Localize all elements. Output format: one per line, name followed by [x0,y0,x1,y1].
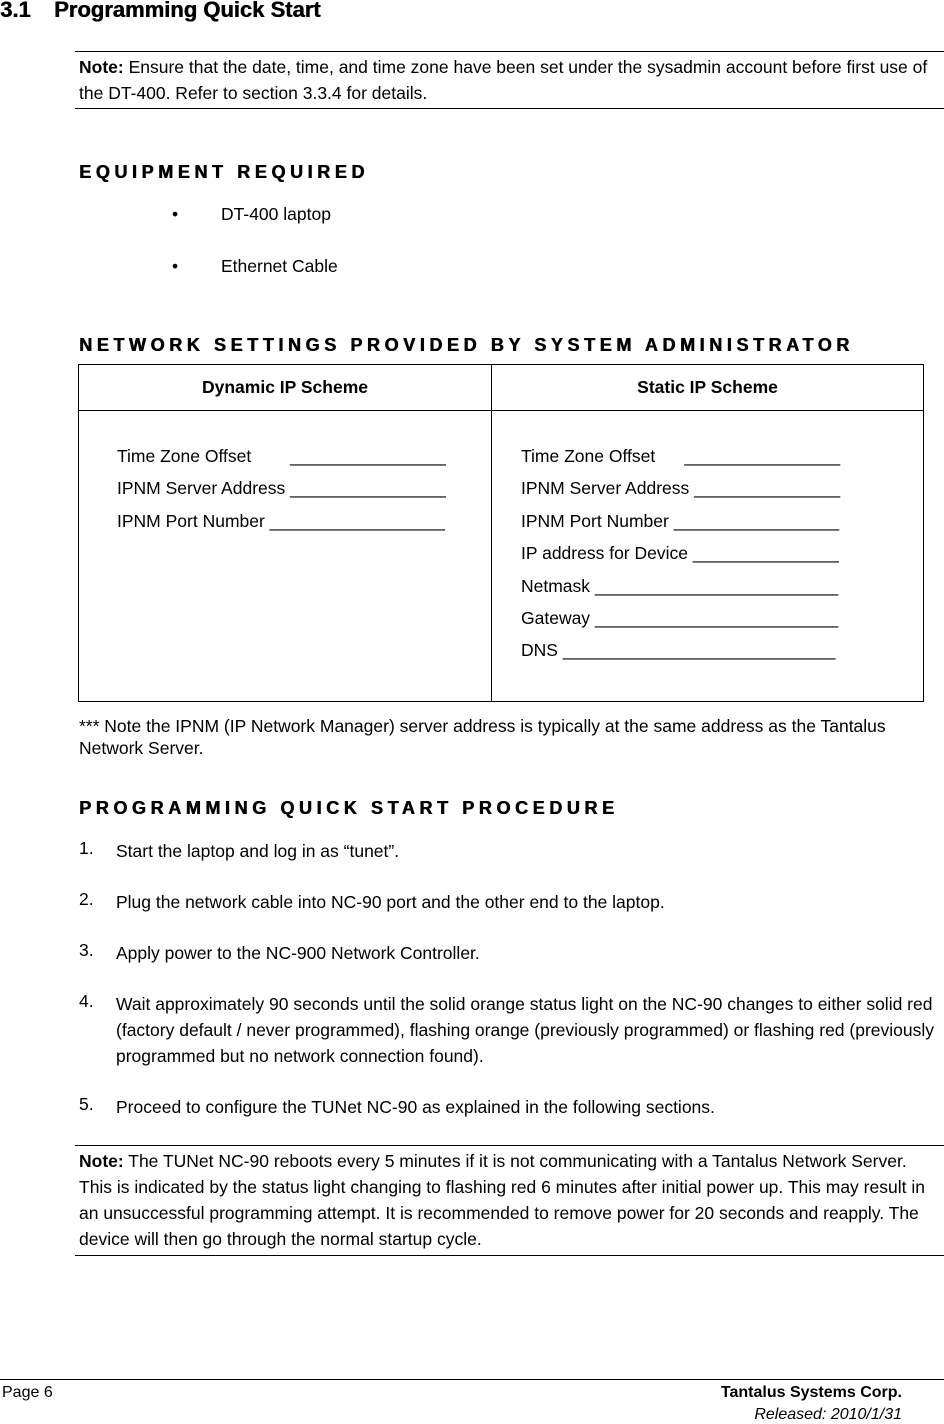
form-field: IPNM Port Number _________________ [521,510,840,531]
form-field: Time Zone Offset ________________ [117,446,446,466]
note-bottom [75,1145,944,1256]
dynamic-ip-cell [79,411,492,702]
page-number: Page 6 [2,1384,53,1401]
list-item-text: DT-400 laptop [221,204,331,224]
dynamic-ip-header: Dynamic IP Scheme [79,365,492,411]
ipnm-note: *** Note the IPNM (IP Network Manager) server address is typically at the same address as the Tantalus Network Server. [79,716,886,758]
step-text: Start the laptop and log in as “tunet”. [116,841,400,861]
list-item [172,204,331,225]
section-title [0,0,321,23]
static-ip-cell [492,411,924,702]
step-number: 3. [79,940,94,960]
list-item [172,256,338,277]
step-text: Proceed to configure the TUNet NC-90 as explained in the following sections. [116,1097,715,1117]
step-text: Wait approximately 90 seconds until the solid orange status light on the NC-90 changes to either solid red (factory default / never programmed), flashing orange (previously programmed) or flashing red (previously programmed but no network connection found). [116,994,935,1066]
network-heading: NETWORK SETTINGS PROVIDED BY SYSTEM ADMINISTRATOR [79,335,854,355]
network-settings-table [78,364,924,702]
form-field: Netmask _________________________ [521,575,839,596]
step-number: 2. [79,889,94,909]
footer-divider [0,1379,944,1380]
bullet-icon: • [172,256,179,276]
step-number: 1. [79,838,94,858]
procedure-heading: PROGRAMMING QUICK START PROCEDURE [79,798,619,818]
release-date: Released: 2010/1/31 [754,1406,902,1423]
bullet-icon: • [172,204,179,224]
step-number: 4. [79,991,94,1011]
step-number: 5. [79,1094,94,1114]
dynamic-field-list [79,411,491,542]
static-ip-header: Static IP Scheme [492,365,924,411]
note-top-label: Note: [79,57,124,77]
equipment-heading: EQUIPMENT REQUIRED [79,162,369,182]
form-field: IPNM Server Address ________________ [117,478,446,499]
section-number: 3.1 [0,0,31,22]
section-title-text: Programming Quick Start [54,0,321,22]
static-field-list [492,411,923,672]
company-name: Tantalus Systems Corp. [720,1384,902,1401]
note-top-text: Ensure that the date, time, and time zone have been set under the sysadmin account before first use of the DT-400. Refer to section 3.3.4 for details. [79,57,928,103]
step-text: Plug the network cable into NC-90 port and the other end to the laptop. [116,892,665,912]
form-field: IPNM Server Address _______________ [521,478,841,499]
note-bottom-text: The TUNet NC-90 reboots every 5 minutes if it is not communicating with a Tantalus Network Server. This is indicated by the status light changing to flashing red 6 minutes after initial power up. This may result in an unsuccessful programming attempt. It is recommended to remove power for 20 seconds and reapply. The device will then go through the normal startup cycle. [79,1151,925,1249]
note-top [75,51,944,109]
list-item-text: Ethernet Cable [221,256,338,276]
form-field: IPNM Port Number __________________ [117,510,445,531]
form-field: IP address for Device _______________ [521,543,839,564]
form-field: Time Zone Offset ________________ [521,446,841,466]
note-bottom-label: Note: [79,1151,124,1171]
step-text: Apply power to the NC-900 Network Controller. [116,943,480,963]
form-field: Gateway _________________________ [521,607,839,628]
form-field: DNS ____________________________ [521,640,836,661]
